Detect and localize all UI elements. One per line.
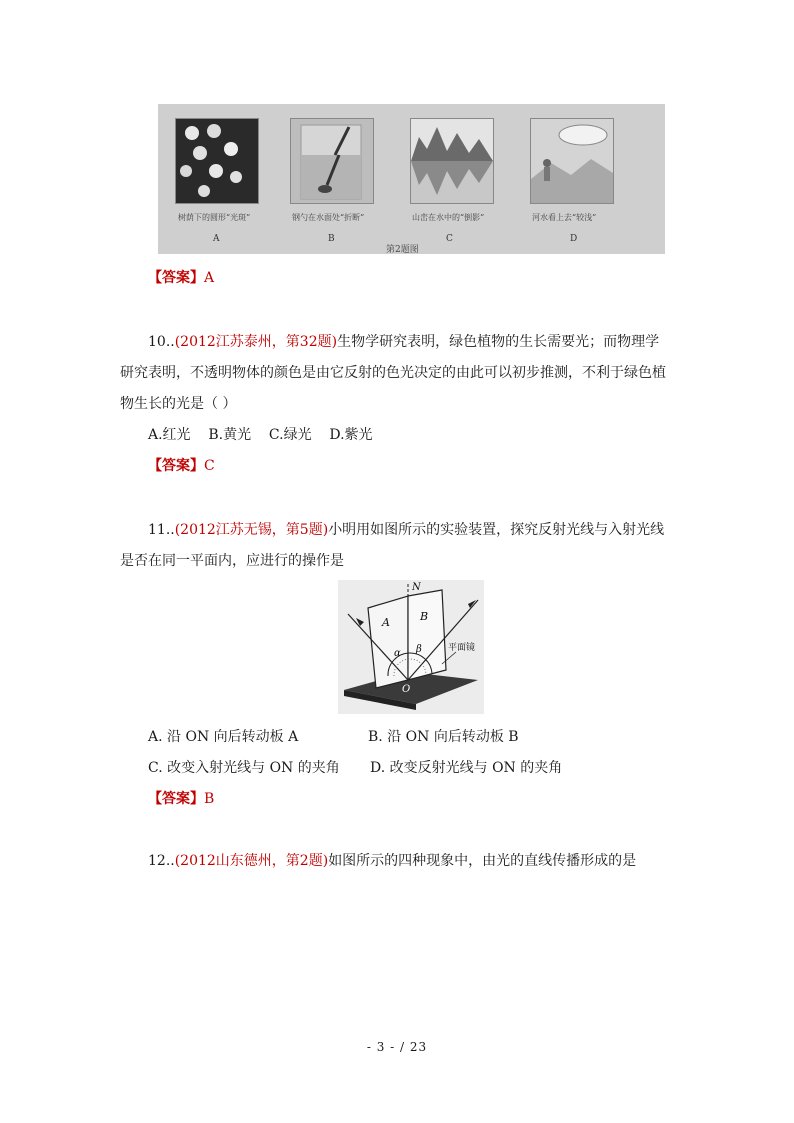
stem-text: 小明用如图所示的实验装置，探究反射光线与入射光线: [328, 522, 665, 538]
answer-label: 【答案】: [148, 270, 204, 286]
label-alpha: α: [394, 648, 401, 659]
label-mirror: 平面镜: [448, 643, 476, 653]
panel-b-caption: 钢勺在水面处“折断”: [292, 213, 365, 222]
question-number: 10..: [148, 334, 175, 350]
question-source: (2012江苏无锡，第5题): [174, 522, 329, 538]
q11-option-d: D. 改变反射光线与 ON 的夹角: [370, 760, 563, 776]
answer-label: 【答案】: [148, 791, 204, 807]
panel-c-letter: C: [446, 234, 453, 244]
q10-options: A.红光 B.黄光 C.绿光 D.紫光: [148, 427, 373, 443]
q11-option-b: B. 沿 ON 向后转动板 B: [368, 729, 519, 745]
q11-option-c: C. 改变入射光线与 ON 的夹角: [148, 760, 340, 776]
q10-answer: [148, 456, 215, 476]
q11-answer: [148, 789, 214, 809]
panel-a-image: [175, 118, 259, 204]
figure-label: 第2题图: [386, 245, 419, 255]
shallow-river-illustration: [531, 119, 613, 203]
spoon-in-glass-illustration: [291, 119, 373, 203]
q9-answer: [148, 268, 214, 288]
q10-stem-line3: 物生长的光是（ ）: [120, 396, 237, 412]
question-source: (2012江苏泰州，第32题): [174, 334, 338, 350]
panel-d-image: [530, 118, 614, 204]
answer-value: A: [204, 270, 215, 286]
panel-a-letter: A: [213, 234, 220, 244]
q9-photo-figure: [158, 104, 665, 254]
q11-stem-line1: [148, 520, 664, 540]
light-spots-illustration: [176, 119, 258, 203]
q11-option-a: A. 沿 ON 向后转动板 A: [148, 729, 299, 745]
panel-b-image: [290, 118, 374, 204]
panel-a-caption: 树荫下的圆形“光斑”: [178, 213, 251, 222]
panel-b-letter: B: [328, 234, 335, 244]
panel-d-caption: 河水看上去“较浅”: [532, 213, 597, 222]
q11-stem-line2: 是否在同一平面内，应进行的操作是: [120, 553, 344, 569]
q12-stem: [148, 851, 636, 871]
question-number: 11..: [148, 522, 175, 538]
stem-text: 生物学研究表明，绿色植物的生长需要光；而物理学: [337, 334, 660, 350]
q10-stem-line1: [148, 332, 659, 352]
label-beta: β: [416, 644, 422, 655]
board-b: [408, 590, 446, 680]
panel-c-image: [410, 118, 494, 204]
panel-c-caption: 山峦在水中的“倒影”: [412, 213, 485, 222]
q10-stem-line2: 研究表明，不透明物体的颜色是由它反射的色光决定的由此可以初步推测，不利于绿色植: [120, 365, 666, 381]
label-a: A: [382, 616, 390, 629]
page-number: - 3 - / 23: [366, 1040, 428, 1054]
reflection-apparatus-figure: [338, 580, 484, 714]
label-o: O: [402, 684, 411, 695]
answer-label: 【答案】: [148, 458, 204, 474]
mountain-reflection-illustration: [411, 119, 493, 203]
answer-value: B: [204, 791, 215, 807]
panel-d-letter: D: [570, 234, 578, 244]
question-number: 12..: [148, 853, 175, 869]
stem-text: 如图所示的四种现象中，由光的直线传播形成的是: [328, 853, 637, 869]
question-source: (2012山东德州，第2题): [174, 853, 329, 869]
answer-value: C: [204, 458, 215, 474]
label-b: B: [420, 610, 429, 623]
label-n: N: [412, 582, 421, 593]
